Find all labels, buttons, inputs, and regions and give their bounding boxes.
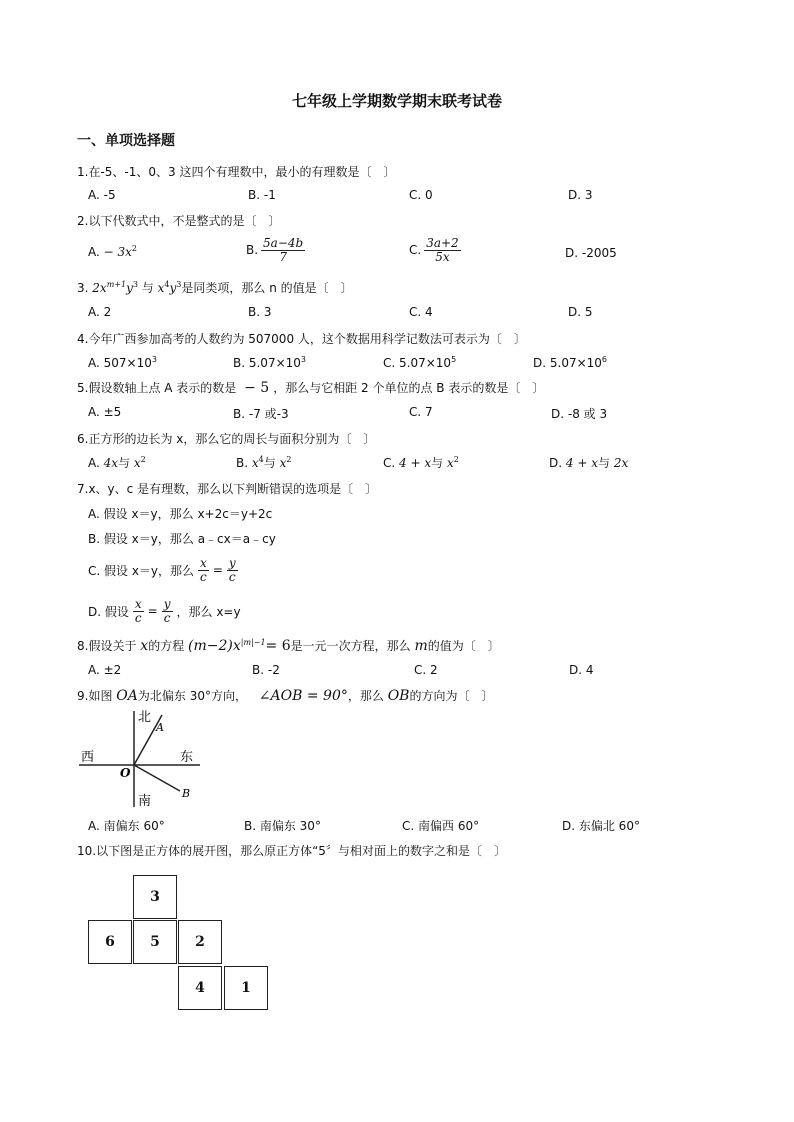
- q8-option-a: A. ±2: [88, 663, 122, 677]
- cube-net-cell-far: 1: [224, 966, 268, 1010]
- east-label: 东: [180, 750, 194, 765]
- q9-option-a: A. 南偏东 60°: [88, 819, 165, 833]
- page-title: 七年级上学期数学期末联考试卷: [291, 92, 502, 110]
- q1-option-a: A. -5: [88, 188, 116, 202]
- q4-option-b: B. $5.07\times 10^3$: [233, 355, 306, 370]
- q8-option-d: D. 4: [569, 663, 594, 677]
- west-label: 西: [81, 750, 95, 765]
- question-5: 5.假设数轴上点 A 表示的数是 − 5 ，那么与它相距 2 个单位的点 B 表示的数是〔 〕: [77, 380, 545, 396]
- north-label: 北: [138, 710, 152, 725]
- q7-option-d: D. 假设 $\frac{x}{c}$ = $\frac{y}{c}$ ，那么 x=y: [88, 597, 241, 625]
- point-a-label: A: [156, 721, 164, 734]
- q3-option-d: D. 5: [568, 305, 593, 319]
- q5-option-d: D. -8 或 3: [551, 407, 608, 421]
- q9-option-c: C. 南偏西 60°: [402, 819, 480, 833]
- question-7: 7.x、y、c 是有理数，那么以下判断错误的选项是〔 〕: [77, 482, 378, 496]
- q5-option-b: B. -7 或-3: [233, 407, 289, 421]
- direction-diagram: [76, 705, 206, 810]
- q9-option-d: D. 东偏北 60°: [562, 819, 640, 833]
- cube-net-cell-center: 5: [133, 920, 177, 964]
- ray-ob: [134, 765, 180, 791]
- q1-option-c: C. 0: [409, 188, 433, 202]
- question-8: 8.假设关于 x的方程 $(m-2)x^{|m|-1}= 6$是一元一次方程，那么 m的值为〔 〕: [77, 638, 500, 654]
- q8-option-b: B. -2: [252, 663, 280, 677]
- point-o-label: O: [120, 766, 131, 780]
- question-3: 3. $2x^{m+1}y^3$ 与 $x^4y^3$是同类项，那么 n 的值是〔 〕: [77, 280, 353, 295]
- q6-option-b: B. $x^4$与 $x^2$: [236, 455, 292, 470]
- q8-option-c: C. 2: [414, 663, 438, 677]
- q4-option-c: C. $5.07\times 10^5$: [383, 355, 457, 370]
- q2-option-c: C. $\frac{3a+2}{5x}$: [409, 236, 459, 264]
- question-9: 9.如图 OA为北偏东 30°方向， ∠AOB = 90°，那么 OB的方向为〔 〕: [77, 688, 494, 704]
- question-6: 6.正方形的边长为 x，那么它的周长与面积分别为〔 〕: [77, 432, 376, 446]
- cube-net-cell-top: 3: [133, 875, 177, 919]
- cube-net-cell-bottom: 4: [178, 966, 222, 1010]
- q7-option-c: C. 假设 x＝y，那么 $\frac{x}{c}$ = $\frac{y}{c}$: [88, 556, 236, 584]
- q2-option-a: A. − $3x^2$: [88, 244, 138, 259]
- q5-option-a: A. ±5: [88, 405, 122, 419]
- q3-option-b: B. 3: [248, 305, 272, 319]
- point-b-label: B: [182, 787, 191, 800]
- q7-option-b: B. 假设 x＝y，那么 a﹣cx＝a﹣cy: [88, 532, 276, 546]
- q6-option-d: D. 4 + x与 2x: [549, 456, 629, 470]
- cube-net-cell-right: 2: [178, 920, 222, 964]
- south-label: 南: [138, 794, 152, 809]
- q1-option-d: D. 3: [568, 188, 593, 202]
- q1-option-b: B. -1: [248, 188, 276, 202]
- question-2: 2.以下代数式中，不是整式的是〔 〕: [77, 214, 281, 228]
- q9-option-b: B. 南偏东 30°: [244, 819, 321, 833]
- q3-option-a: A. 2: [88, 305, 112, 319]
- q6-option-c: C. 4 + x与 $x^2$: [383, 455, 459, 470]
- q4-option-a: A. $507\times 10^3$: [88, 355, 157, 370]
- q2-option-d: D. -2005: [565, 246, 617, 260]
- q6-option-a: A. 4x与 $x^2$: [88, 455, 146, 470]
- q4-option-d: D. $5.07\times 10^6$: [533, 355, 608, 370]
- question-1: 1.在-5、-1、0、3 这四个有理数中，最小的有理数是〔 〕: [77, 165, 396, 179]
- q2-option-b: B. $\frac{5a-4b}{7}$: [246, 236, 304, 264]
- question-10: 10.以下图是正方体的展开图，那么原正方体“5〞与相对面上的数字之和是〔 〕: [77, 844, 506, 858]
- q7-option-a: A. 假设 x＝y，那么 x+2c＝y+2c: [88, 507, 273, 521]
- section-heading: 一、单项选择题: [77, 133, 175, 149]
- q3-option-c: C. 4: [409, 305, 433, 319]
- question-4: 4.今年广西参加高考的人数约为 507000 人，这个数据用科学记数法可表示为〔 〕: [77, 332, 526, 346]
- cube-net-cell-left: 6: [88, 920, 132, 964]
- q5-option-c: C. 7: [409, 405, 433, 419]
